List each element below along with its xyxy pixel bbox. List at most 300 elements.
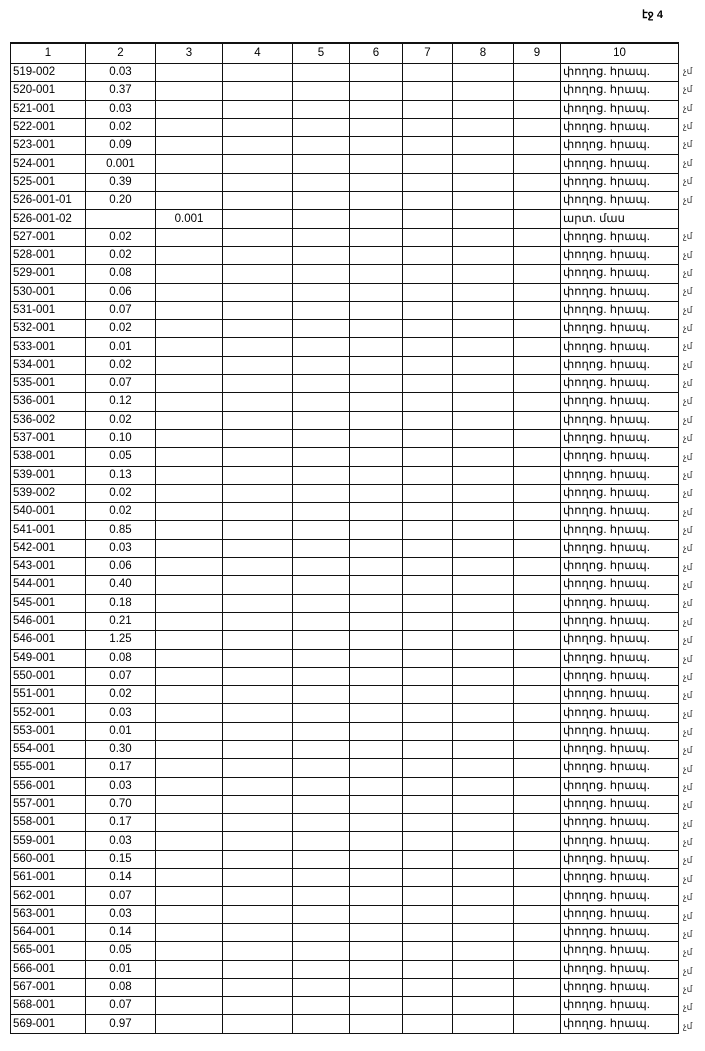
cell-col-2: 0.13 [86, 466, 156, 484]
cell-col-9 [514, 576, 561, 594]
margin-mark: չմ [683, 359, 693, 370]
cell-col-6 [350, 960, 403, 978]
cell-col-9 [514, 210, 561, 228]
cell-col-1: 546-001 [11, 631, 86, 649]
cell-col-5 [293, 265, 350, 283]
cell-col-10: փողոց. հրապ. [561, 777, 679, 795]
cell-col-4 [223, 612, 293, 630]
cell-col-3 [156, 320, 223, 338]
cell-col-6 [350, 82, 403, 100]
cell-col-8 [453, 960, 514, 978]
table-row [11, 905, 679, 923]
cell-col-5 [293, 594, 350, 612]
cell-col-7 [403, 686, 453, 704]
cell-col-9 [514, 246, 561, 264]
table-row [11, 960, 679, 978]
cell-col-5 [293, 118, 350, 136]
cell-col-4 [223, 539, 293, 557]
cell-col-9 [514, 942, 561, 960]
cell-col-5 [293, 283, 350, 301]
land-parcel-table [10, 42, 679, 1034]
margin-mark: չմ [683, 1020, 693, 1031]
cell-col-4 [223, 100, 293, 118]
cell-col-9 [514, 466, 561, 484]
cell-col-9 [514, 192, 561, 210]
cell-col-8 [453, 832, 514, 850]
cell-col-1: 537-001 [11, 429, 86, 447]
cell-col-1: 526-001-01 [11, 192, 86, 210]
cell-col-9 [514, 960, 561, 978]
cell-col-9 [514, 667, 561, 685]
cell-col-10: փողոց. հրապ. [561, 320, 679, 338]
cell-col-2: 0.21 [86, 612, 156, 630]
cell-col-7 [403, 118, 453, 136]
cell-col-9 [514, 777, 561, 795]
table-row [11, 978, 679, 996]
cell-col-10: փողոց. հրապ. [561, 740, 679, 758]
cell-col-4 [223, 210, 293, 228]
cell-col-8 [453, 137, 514, 155]
cell-col-9 [514, 631, 561, 649]
table-row [11, 686, 679, 704]
cell-col-3 [156, 375, 223, 393]
cell-col-4 [223, 887, 293, 905]
cell-col-1: 534-001 [11, 356, 86, 374]
margin-mark: չմ [683, 873, 693, 884]
cell-col-1: 560-001 [11, 850, 86, 868]
cell-col-4 [223, 265, 293, 283]
cell-col-2: 0.01 [86, 722, 156, 740]
cell-col-5 [293, 301, 350, 319]
cell-col-7 [403, 887, 453, 905]
cell-col-2: 0.03 [86, 539, 156, 557]
table-row [11, 649, 679, 667]
cell-col-10: փողոց. հրապ. [561, 923, 679, 941]
table-row [11, 466, 679, 484]
cell-col-10: փողոց. հրապ. [561, 283, 679, 301]
cell-col-2: 0.40 [86, 576, 156, 594]
cell-col-7 [403, 704, 453, 722]
cell-col-1: 566-001 [11, 960, 86, 978]
cell-col-10: փողոց. հրապ. [561, 631, 679, 649]
table-row [11, 118, 679, 136]
margin-mark: չմ [683, 139, 693, 150]
cell-col-8 [453, 667, 514, 685]
cell-col-2: 0.02 [86, 356, 156, 374]
margin-mark: չմ [683, 598, 693, 609]
cell-col-3 [156, 923, 223, 941]
cell-col-4 [223, 155, 293, 173]
cell-col-4 [223, 686, 293, 704]
cell-col-10: փողոց. հրապ. [561, 64, 679, 82]
table-row [11, 338, 679, 356]
cell-col-1: 545-001 [11, 594, 86, 612]
cell-col-6 [350, 301, 403, 319]
cell-col-3 [156, 740, 223, 758]
cell-col-5 [293, 978, 350, 996]
cell-col-8 [453, 704, 514, 722]
cell-col-10: փողոց. հրապ. [561, 832, 679, 850]
cell-col-2: 0.02 [86, 246, 156, 264]
table-row [11, 228, 679, 246]
cell-col-3 [156, 301, 223, 319]
cell-col-6 [350, 576, 403, 594]
cell-col-6 [350, 118, 403, 136]
cell-col-3 [156, 228, 223, 246]
margin-mark: չմ [683, 965, 693, 976]
cell-col-1: 564-001 [11, 923, 86, 941]
cell-col-1: 540-001 [11, 503, 86, 521]
cell-col-10: փողոց. հրապ. [561, 137, 679, 155]
table-row [11, 100, 679, 118]
cell-col-5 [293, 942, 350, 960]
cell-col-1: 565-001 [11, 942, 86, 960]
cell-col-3 [156, 448, 223, 466]
cell-col-4 [223, 722, 293, 740]
cell-col-3 [156, 686, 223, 704]
cell-col-6 [350, 887, 403, 905]
cell-col-3 [156, 521, 223, 539]
cell-col-8 [453, 484, 514, 502]
cell-col-7 [403, 301, 453, 319]
cell-col-4 [223, 466, 293, 484]
cell-col-7 [403, 265, 453, 283]
cell-col-10: փողոց. հրապ. [561, 612, 679, 630]
cell-col-2: 0.10 [86, 429, 156, 447]
cell-col-3 [156, 558, 223, 576]
cell-col-10: փողոց. հրապ. [561, 429, 679, 447]
cell-col-5 [293, 960, 350, 978]
cell-col-3 [156, 942, 223, 960]
cell-col-9 [514, 484, 561, 502]
cell-col-10: փողոց. հրապ. [561, 869, 679, 887]
cell-col-5 [293, 192, 350, 210]
table-row [11, 558, 679, 576]
cell-col-6 [350, 722, 403, 740]
cell-col-10: փողոց. հրապ. [561, 704, 679, 722]
cell-col-5 [293, 649, 350, 667]
cell-col-6 [350, 503, 403, 521]
cell-col-1: 520-001 [11, 82, 86, 100]
cell-col-10: փողոց. հրապ. [561, 375, 679, 393]
cell-col-5 [293, 722, 350, 740]
cell-col-4 [223, 503, 293, 521]
margin-mark: չմ [683, 231, 693, 242]
cell-col-8 [453, 887, 514, 905]
cell-col-4 [223, 192, 293, 210]
margin-mark: չմ [683, 121, 693, 132]
table-row [11, 887, 679, 905]
cell-col-2: 0.20 [86, 192, 156, 210]
cell-col-7 [403, 320, 453, 338]
cell-col-2: 0.07 [86, 301, 156, 319]
cell-col-7 [403, 869, 453, 887]
cell-col-10: փողոց. հրապ. [561, 1015, 679, 1033]
cell-col-4 [223, 1015, 293, 1033]
cell-col-4 [223, 576, 293, 594]
cell-col-3 [156, 960, 223, 978]
cell-col-2: 1.25 [86, 631, 156, 649]
cell-col-9 [514, 649, 561, 667]
cell-col-4 [223, 137, 293, 155]
margin-mark: չմ [683, 818, 693, 829]
cell-col-4 [223, 64, 293, 82]
cell-col-9 [514, 265, 561, 283]
cell-col-7 [403, 612, 453, 630]
cell-col-8 [453, 246, 514, 264]
cell-col-8 [453, 869, 514, 887]
cell-col-2: 0.06 [86, 283, 156, 301]
cell-col-10: փողոց. հրապ. [561, 228, 679, 246]
cell-col-5 [293, 137, 350, 155]
cell-col-5 [293, 667, 350, 685]
cell-col-9 [514, 411, 561, 429]
cell-col-3 [156, 393, 223, 411]
cell-col-2: 0.05 [86, 448, 156, 466]
table-row [11, 246, 679, 264]
cell-col-3 [156, 905, 223, 923]
cell-col-3 [156, 795, 223, 813]
cell-col-9 [514, 887, 561, 905]
cell-col-3 [156, 594, 223, 612]
margin-mark: չմ [683, 690, 693, 701]
page-number: էջ 4 [642, 9, 663, 21]
cell-col-4 [223, 960, 293, 978]
table-row [11, 832, 679, 850]
table-row [11, 923, 679, 941]
cell-col-5 [293, 466, 350, 484]
cell-col-3 [156, 667, 223, 685]
cell-col-4 [223, 777, 293, 795]
margin-mark: չմ [683, 745, 693, 756]
cell-col-5 [293, 155, 350, 173]
cell-col-6 [350, 558, 403, 576]
cell-col-7 [403, 631, 453, 649]
cell-col-6 [350, 137, 403, 155]
cell-col-8 [453, 539, 514, 557]
cell-col-6 [350, 265, 403, 283]
cell-col-2: 0.03 [86, 777, 156, 795]
column-header-7: 7 [403, 43, 453, 64]
table-row [11, 740, 679, 758]
cell-col-4 [223, 484, 293, 502]
cell-col-1: 523-001 [11, 137, 86, 155]
cell-col-10: փողոց. հրապ. [561, 686, 679, 704]
cell-col-3 [156, 887, 223, 905]
cell-col-2: 0.03 [86, 905, 156, 923]
cell-col-7 [403, 814, 453, 832]
cell-col-1: 541-001 [11, 521, 86, 539]
cell-col-7 [403, 832, 453, 850]
cell-col-9 [514, 503, 561, 521]
cell-col-8 [453, 338, 514, 356]
cell-col-6 [350, 484, 403, 502]
cell-col-3 [156, 576, 223, 594]
cell-col-7 [403, 484, 453, 502]
cell-col-1: 535-001 [11, 375, 86, 393]
cell-col-4 [223, 118, 293, 136]
cell-col-2: 0.18 [86, 594, 156, 612]
cell-col-8 [453, 740, 514, 758]
cell-col-8 [453, 814, 514, 832]
cell-col-3 [156, 265, 223, 283]
cell-col-10: փողոց. հրապ. [561, 246, 679, 264]
cell-col-2: 0.03 [86, 100, 156, 118]
table-row [11, 704, 679, 722]
cell-col-7 [403, 356, 453, 374]
cell-col-10: փողոց. հրապ. [561, 795, 679, 813]
cell-col-3 [156, 484, 223, 502]
cell-col-4 [223, 338, 293, 356]
cell-col-7 [403, 283, 453, 301]
cell-col-10: փողոց. հրապ. [561, 558, 679, 576]
cell-col-8 [453, 393, 514, 411]
cell-col-2: 0.02 [86, 411, 156, 429]
cell-col-10: փողոց. հրապ. [561, 173, 679, 191]
margin-mark: չմ [683, 84, 693, 95]
cell-col-3 [156, 356, 223, 374]
cell-col-8 [453, 795, 514, 813]
cell-col-4 [223, 283, 293, 301]
margin-mark: չմ [683, 616, 693, 627]
cell-col-10: փողոց. հրապ. [561, 484, 679, 502]
cell-col-10: փողոց. հրապ. [561, 722, 679, 740]
cell-col-9 [514, 539, 561, 557]
cell-col-1: 551-001 [11, 686, 86, 704]
cell-col-1: 526-001-02 [11, 210, 86, 228]
cell-col-7 [403, 375, 453, 393]
margin-mark: չմ [683, 561, 693, 572]
cell-col-6 [350, 704, 403, 722]
cell-col-9 [514, 612, 561, 630]
cell-col-5 [293, 521, 350, 539]
cell-col-9 [514, 814, 561, 832]
cell-col-5 [293, 411, 350, 429]
cell-col-9 [514, 356, 561, 374]
cell-col-3 [156, 631, 223, 649]
table-row [11, 137, 679, 155]
cell-col-7 [403, 82, 453, 100]
cell-col-9 [514, 759, 561, 777]
cell-col-4 [223, 448, 293, 466]
cell-col-9 [514, 375, 561, 393]
cell-col-8 [453, 265, 514, 283]
cell-col-7 [403, 942, 453, 960]
cell-col-5 [293, 887, 350, 905]
cell-col-4 [223, 978, 293, 996]
cell-col-4 [223, 393, 293, 411]
cell-col-7 [403, 978, 453, 996]
table-row [11, 173, 679, 191]
cell-col-7 [403, 210, 453, 228]
table-row [11, 814, 679, 832]
cell-col-5 [293, 356, 350, 374]
margin-mark: չմ [683, 176, 693, 187]
cell-col-3 [156, 850, 223, 868]
cell-col-8 [453, 411, 514, 429]
cell-col-9 [514, 850, 561, 868]
cell-col-3 [156, 869, 223, 887]
cell-col-8 [453, 686, 514, 704]
cell-col-5 [293, 82, 350, 100]
margin-mark: չմ [683, 304, 693, 315]
table-row [11, 667, 679, 685]
cell-col-7 [403, 649, 453, 667]
cell-col-9 [514, 338, 561, 356]
cell-col-1: 536-001 [11, 393, 86, 411]
table-row [11, 283, 679, 301]
cell-col-6 [350, 64, 403, 82]
cell-col-10: փողոց. հրապ. [561, 594, 679, 612]
cell-col-8 [453, 978, 514, 996]
cell-col-4 [223, 301, 293, 319]
cell-col-6 [350, 466, 403, 484]
cell-col-2: 0.07 [86, 997, 156, 1015]
cell-col-8 [453, 503, 514, 521]
cell-col-1: 546-001 [11, 612, 86, 630]
cell-col-6 [350, 320, 403, 338]
cell-col-7 [403, 338, 453, 356]
cell-col-7 [403, 905, 453, 923]
margin-mark: չմ [683, 543, 693, 554]
cell-col-1: 549-001 [11, 649, 86, 667]
table-row [11, 612, 679, 630]
cell-col-10: փողոց. հրապ. [561, 960, 679, 978]
cell-col-8 [453, 594, 514, 612]
cell-col-4 [223, 429, 293, 447]
cell-col-3 [156, 192, 223, 210]
cell-col-8 [453, 923, 514, 941]
cell-col-7 [403, 594, 453, 612]
cell-col-5 [293, 1015, 350, 1033]
column-header-8: 8 [453, 43, 514, 64]
column-header-9: 9 [514, 43, 561, 64]
cell-col-8 [453, 850, 514, 868]
cell-col-4 [223, 795, 293, 813]
cell-col-2: 0.08 [86, 265, 156, 283]
cell-col-6 [350, 740, 403, 758]
cell-col-4 [223, 521, 293, 539]
cell-col-7 [403, 795, 453, 813]
cell-col-4 [223, 173, 293, 191]
cell-col-6 [350, 283, 403, 301]
cell-col-9 [514, 722, 561, 740]
cell-col-1: 558-001 [11, 814, 86, 832]
cell-col-2: 0.30 [86, 740, 156, 758]
cell-col-3 [156, 777, 223, 795]
table-row [11, 375, 679, 393]
cell-col-2: 0.07 [86, 375, 156, 393]
cell-col-7 [403, 558, 453, 576]
cell-col-10: փողոց. հրապ. [561, 576, 679, 594]
cell-col-8 [453, 82, 514, 100]
cell-col-7 [403, 173, 453, 191]
margin-mark: չմ [683, 635, 693, 646]
cell-col-7 [403, 521, 453, 539]
cell-col-6 [350, 429, 403, 447]
cell-col-3 [156, 832, 223, 850]
cell-col-3 [156, 173, 223, 191]
cell-col-9 [514, 997, 561, 1015]
cell-col-2: 0.03 [86, 704, 156, 722]
cell-col-9 [514, 393, 561, 411]
cell-col-3 [156, 978, 223, 996]
cell-col-1: 567-001 [11, 978, 86, 996]
cell-col-7 [403, 448, 453, 466]
cell-col-1: 539-001 [11, 466, 86, 484]
cell-col-3 [156, 118, 223, 136]
cell-col-9 [514, 923, 561, 941]
